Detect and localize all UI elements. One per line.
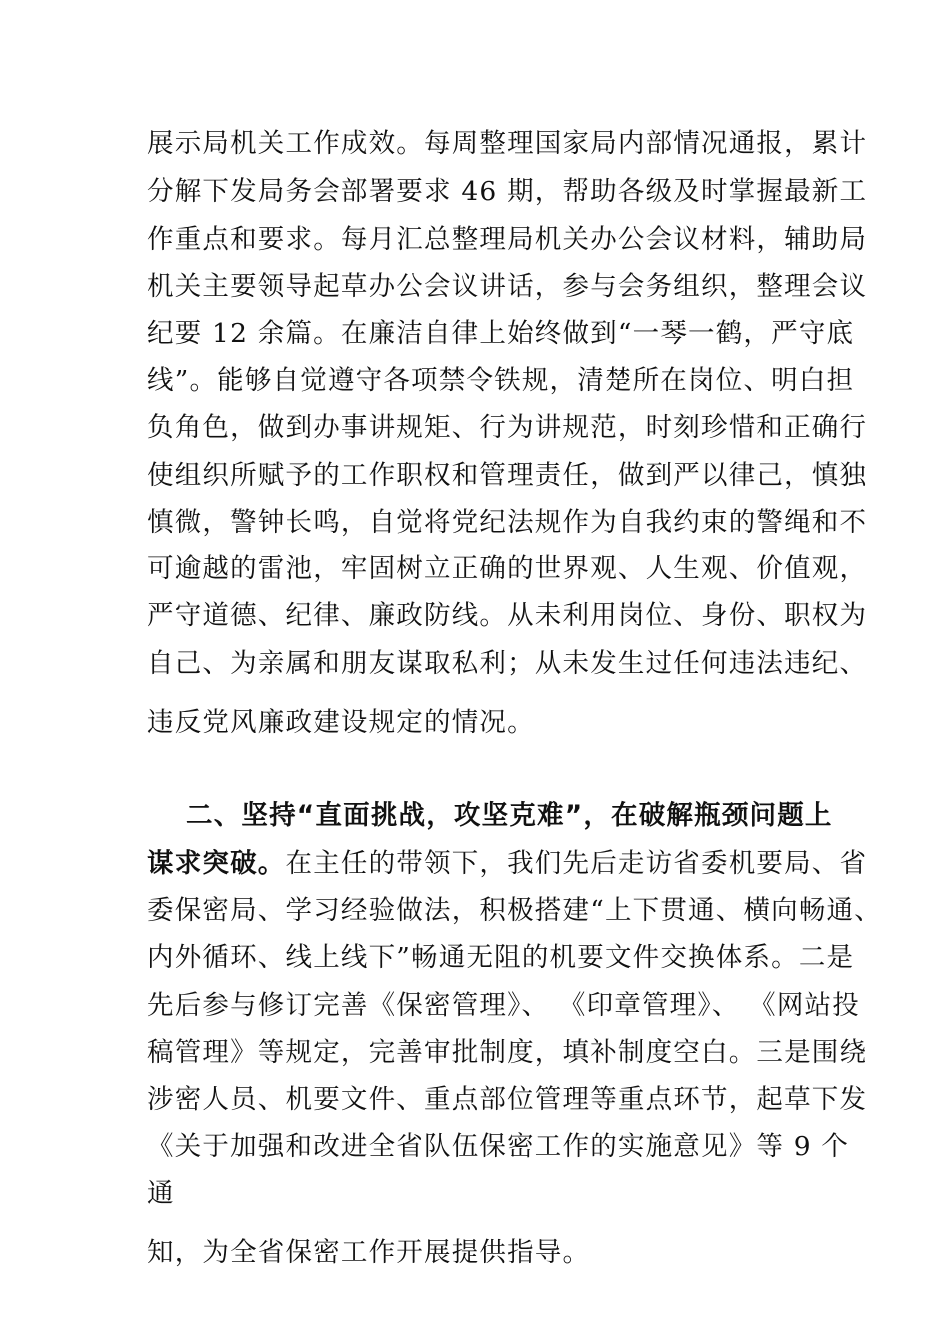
text-line: 知，为全省保密工作开展提供指导。 [147, 1237, 591, 1268]
text-line: 通 [147, 1178, 175, 1209]
text-line: 自己、为亲属和朋友谋取私利；从未发生过任何违法违纪、 [147, 648, 868, 679]
text-line: 使组织所赋予的工作职权和管理责任，做到严以律己，慎独 [147, 460, 868, 491]
text-line: 《关于加强和改进全省队伍保密工作的实施意见》等 9 个 [147, 1131, 850, 1162]
text-line: 线”。能够自觉遵守各项禁令铁规，清楚所在岗位、明白担 [147, 365, 855, 396]
text-line: 先后参与修订完善《保密管理》、 《印章管理》、 《网站投 [147, 990, 860, 1021]
text-line: 负角色，做到办事讲规矩、行为讲规范，时刻珍惜和正确行 [147, 412, 868, 443]
text-line: 稿管理》等规定，完善审批制度，填补制度空白。三是围绕 [147, 1037, 868, 1068]
text-line: 机关主要领导起草办公会议讲话，参与会务组织，整理会议 [147, 271, 868, 302]
text-line: 作重点和要求。每月汇总整理局机关办公会议材料，辅助局 [147, 224, 868, 255]
text-line [147, 848, 867, 880]
text-span: 在主任的带领下，我们先后走访省委机要局、省 [285, 848, 868, 879]
text-line: 纪要 12 余篇。在廉洁自律上始终做到“一琴一鹤，严守底 [147, 318, 855, 349]
section-heading: 二、坚持“直面挑战，攻坚克难”，在破解瓶颈问题上 [186, 800, 833, 831]
text-line: 违反党风廉政建设规定的情况。 [147, 707, 535, 738]
text-line: 慎微，警钟长鸣，自觉将党纪法规作为自我约束的警绳和不 [147, 507, 868, 538]
text-line: 可逾越的雷池，牢固树立正确的世界观、人生观、价值观， [147, 553, 868, 584]
text-line: 涉密人员、机要文件、重点部位管理等重点环节，起草下发 [147, 1084, 868, 1115]
text-line: 委保密局、学习经验做法，积极搭建“上下贯通、横向畅通、 [147, 895, 882, 926]
text-line: 分解下发局务会部署要求 46 期，帮助各级及时掌握最新工 [147, 176, 868, 207]
text-line: 展示局机关工作成效。每周整理国家局内部情况通报，累计 [147, 128, 868, 159]
text-line: 内外循环、线上线下”畅通无阻的机要文件交换体系。二是 [147, 942, 855, 973]
text-line: 严守道德、纪律、廉政防线。从未利用岗位、身份、职权为 [147, 600, 868, 631]
section-heading-continuation: 谋求突破。 [147, 848, 286, 879]
